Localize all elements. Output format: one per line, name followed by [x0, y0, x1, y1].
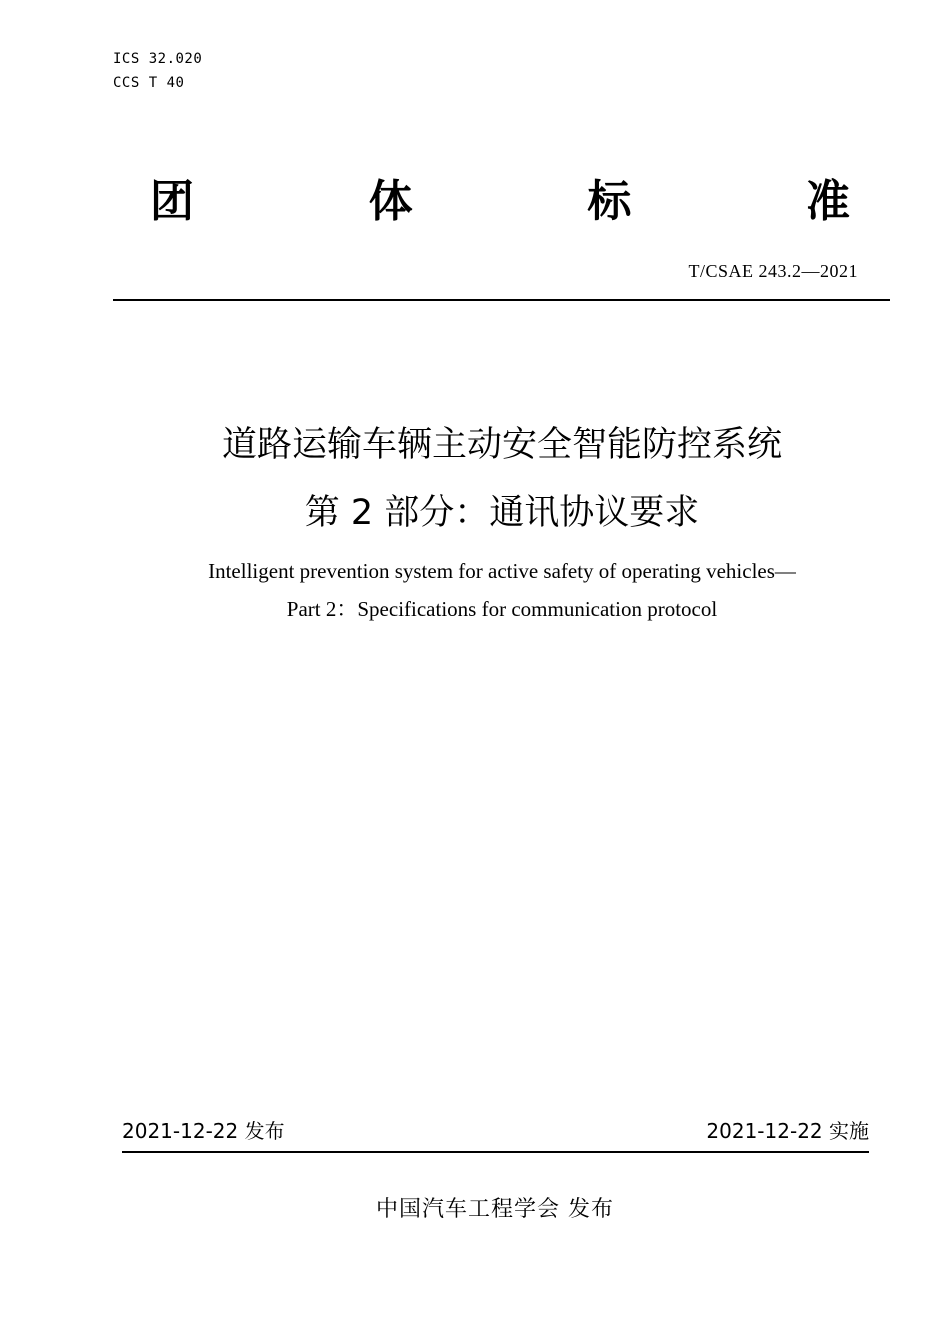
standard-type-heading [150, 170, 850, 234]
heading-char-4: 准 [805, 176, 850, 227]
english-title-line-2: Part 2：Specifications for communication protocol [286, 597, 718, 621]
bottom-divider [122, 1151, 869, 1153]
chinese-title-line-1: 道路运输车辆主动安全智能防控系统 [221, 425, 782, 465]
top-divider [113, 299, 890, 301]
issue-date: 2021-12-22 发布 [122, 1119, 285, 1143]
chinese-title-line-2: 第 2 部分：通讯协议要求 [304, 493, 700, 533]
implementation-date: 2021-12-22 实施 [706, 1119, 869, 1143]
heading-char-1: 团 [150, 176, 194, 227]
ccs-code: CCS T 40 [113, 75, 185, 91]
english-title-line-1: Intelligent prevention system for active safety of operating vehicles— [208, 559, 796, 583]
heading-char-3: 标 [587, 176, 632, 227]
heading-char-2: 体 [368, 176, 413, 227]
ics-code: ICS 32.020 [113, 51, 203, 67]
publisher: 中国汽车工程学会 发布 [376, 1197, 614, 1222]
standard-number: T/CSAE 243.2—2021 [688, 261, 858, 281]
